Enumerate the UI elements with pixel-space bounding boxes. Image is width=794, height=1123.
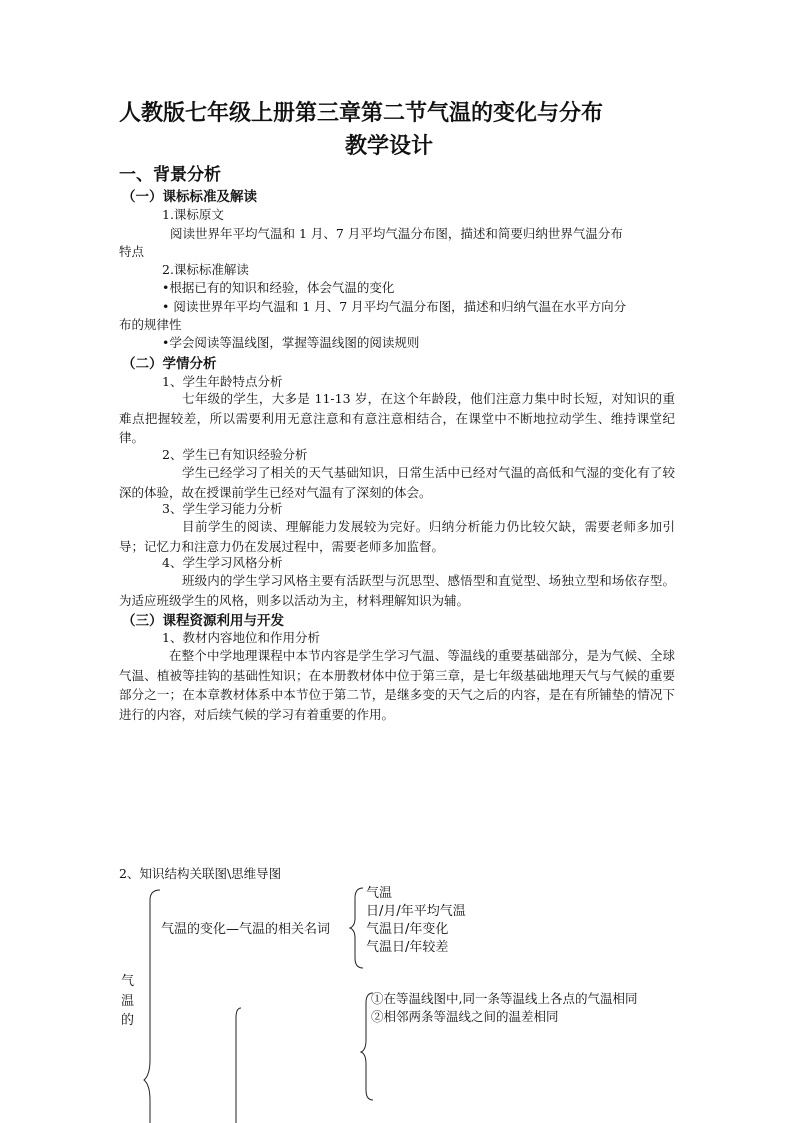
learner-style-label: 4、学生学习风格分析 [162, 555, 283, 570]
mindmap-branch1-item-2: 日/月/年平均气温 [366, 904, 466, 919]
learner-style-text: 班级内的学生学习风格主要有活跃型与沉思型、感悟型和直觉型、场独立型和场依存型。为适应班级学生的风格，则多以活动为主，材料理解知识为辅。 [119, 573, 675, 608]
learner-age-text: 七年级的学生，大多是 11-13 岁，在这个年龄段，他们注意力集中时长短，对知识的重难点把握较差，所以需要利用无意注意和有意注意相结合，在课堂中不断地拉动学生、维持课堂纪律。 [119, 391, 675, 445]
mindmap-root-char-2: 温 [121, 994, 135, 1009]
learner-ability-text: 目前学生的阅读、理解能力发展较为完好。归纳分析能力仍比较欠缺，需要老师多加引导；记忆力和注意力仍在发展过程中，需要老师多加监督。 [119, 519, 675, 554]
curriculum-item1-label: 1.课标原文 [162, 207, 224, 222]
mindmap-branch1-label: 气温的变化—气温的相关名词 [161, 922, 331, 937]
curriculum-bullet-3: •学会阅读等温线图，掌握等温线图的阅读规则 [162, 335, 420, 350]
mindmap-inner-line [236, 1008, 241, 1123]
learner-knowledge-label: 2、学生已有知识经验分析 [162, 447, 308, 462]
mindmap-branch1-item-3: 气温日/年变化 [366, 922, 449, 937]
mindmap-root-char-3: 的 [121, 1013, 135, 1028]
mindmap-root-char-1: 气 [121, 974, 135, 989]
curriculum-item1-text-line2: 特点 [119, 244, 145, 259]
curriculum-item1-text-line1: 阅读世界年平均气温和 1 月、7 月平均气温分布图，描述和简要归纳世界气温分布 [170, 226, 623, 241]
title-line-1: 人教版七年级上册第三章第二节气温的变化与分布 [119, 101, 604, 126]
resources-item1-text: 在整个中学地理课程中本节内容是学生学习气温、等温线的重要基础部分，是为气候、全球气温、植被等挂钩的基础性知识；在本册教材体中位于第三章，是七年级基础地理天气与气候的重要部分之一；在本章教材体系中本节位于第二节，是继多变的天气之后的内容，是在有所铺垫的情况下进行的内容，对后续气候的学习有着重要的作用。 [119, 648, 675, 722]
curriculum-item2-label: 2.课标标准解读 [162, 262, 249, 277]
mindmap-branch2-item-2: ②相邻两条等温线之间的温差相同 [371, 1009, 559, 1024]
mindmap-heading: 2、知识结构关联图\思维导图 [119, 866, 282, 881]
mindmap-branch1-item-4: 气温日/年较差 [366, 940, 449, 955]
learner-knowledge-text: 学生已经学习了相关的天气基础知识，日常生活中已经对气温的高低和气湿的变化有了较深的体验，故在授课前学生已经对气温有了深刻的体会。 [119, 465, 675, 500]
mindmap-branch1-item-1: 气温 [366, 886, 393, 901]
curriculum-bullet-1: •根据已有的知识和经验，体会气温的变化 [162, 280, 395, 295]
subsection-heading-resources: （三）课程资源利用与开发 [122, 613, 284, 629]
title-line-2: 教学设计 [345, 134, 434, 159]
curriculum-bullet-2-line1: • 阅读世界年平均气温和 1 月、7 月平均气温分布图，描述和归纳气温在水平方向分 [162, 299, 627, 314]
curriculum-bullet-2-line2: 布的规律性 [119, 317, 182, 332]
learner-ability-label: 3、学生学习能力分析 [162, 501, 283, 516]
learner-age-label: 1、学生年龄特点分析 [162, 374, 283, 389]
mindmap-branch2-item-1: ①在等温线图中,同一条等温线上各点的气温相同 [371, 991, 638, 1006]
mindmap-branch1-brace [350, 888, 363, 968]
section-heading-background: 一、背景分析 [119, 165, 221, 185]
subsection-heading-curriculum: （一）课标标准及解读 [122, 189, 257, 205]
resources-item1-label: 1、教材内容地位和作用分析 [162, 630, 320, 645]
mindmap-root-brace [144, 890, 160, 1123]
subsection-heading-learner-analysis: （二）学情分析 [122, 356, 217, 372]
